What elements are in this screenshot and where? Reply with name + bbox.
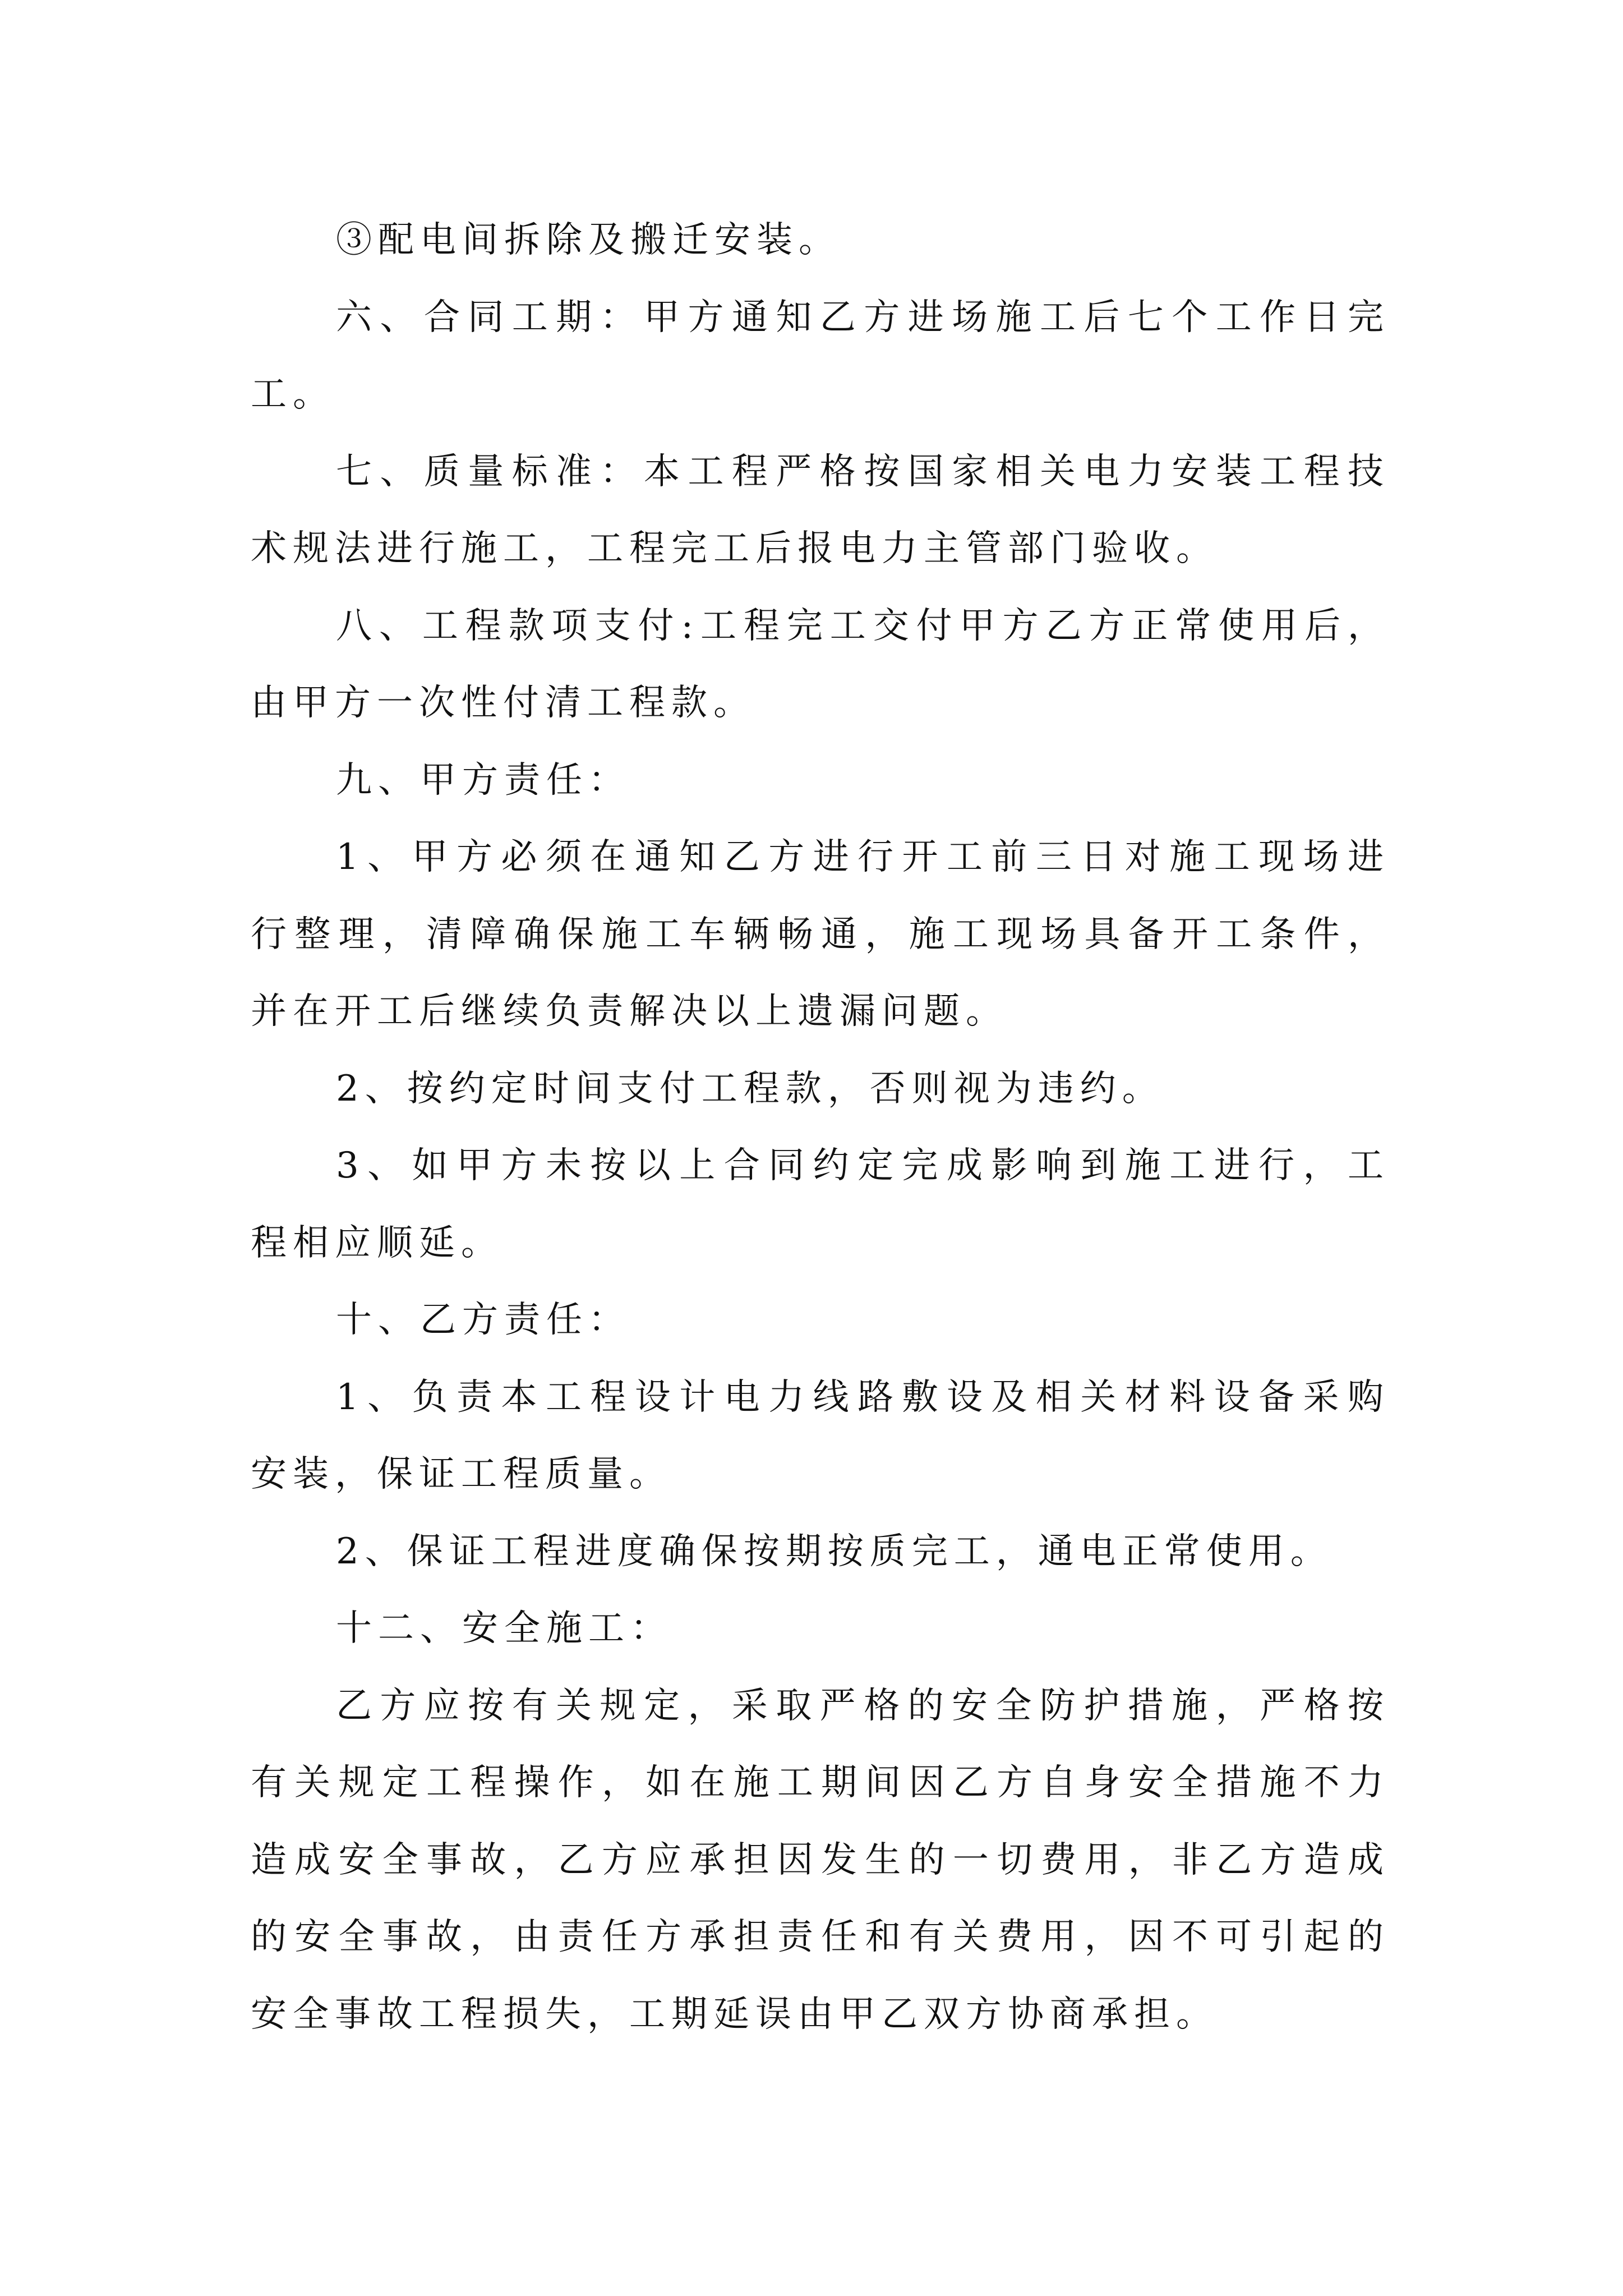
text-line: 工。	[251, 374, 335, 415]
paragraph-party-a-duty-3	[251, 1128, 1390, 1282]
paragraph-contract-period	[251, 279, 1390, 434]
paragraph-party-a-duty-1	[251, 819, 1390, 1051]
text-line: 行整理，清障确保施工车辆畅通，施工现场具备开工条件，	[251, 913, 1390, 955]
section-heading-party-b-duties	[251, 1282, 1390, 1359]
text-line: 程相应顺延。	[251, 1222, 503, 1264]
document-page	[251, 202, 1390, 2053]
text-line: 2、保证工程进度确保按期按质完工，通电正常使用。	[336, 1530, 1332, 1572]
text-line: ③配电间拆除及搬迁安装。	[336, 219, 841, 261]
text-line: 有关规定工程操作，如在施工期间因乙方自身安全措施不力	[251, 1762, 1390, 1803]
paragraph-party-b-duty-2	[251, 1513, 1390, 1591]
text-line: 1、甲方必须在通知乙方进行开工前三日对施工现场进	[336, 836, 1390, 878]
text-line: 并在开工后继续负责解决以上遗漏问题。	[251, 991, 1008, 1032]
text-line: 2、按约定时间支付工程款，否则视为违约。	[336, 1068, 1164, 1110]
text-line: 七、质量标准：本工程严格按国家相关电力安装工程技	[336, 450, 1390, 493]
text-line: 九、甲方责任：	[336, 759, 630, 801]
paragraph-party-b-duty-1	[251, 1359, 1390, 1513]
text-line: 1、负责本工程设计电力线路敷设及相关材料设备采购	[336, 1376, 1390, 1418]
paragraph-safety	[251, 1668, 1390, 2054]
paragraph-dismantle-item-3	[251, 202, 1390, 279]
text-line: 六、合同工期：甲方通知乙方进场施工后七个工作日完	[336, 296, 1390, 338]
text-line: 的安全事故，由责任方承担责任和有关费用，因不可引起的	[251, 1916, 1390, 1958]
text-line: 十二、安全施工：	[336, 1608, 672, 1649]
paragraph-party-a-duty-2	[251, 1051, 1390, 1128]
text-line: 术规法进行施工，工程完工后报电力主管部门验收。	[251, 528, 1218, 569]
paragraph-payment	[251, 588, 1390, 742]
text-line: 由甲方一次性付清工程款。	[251, 682, 755, 724]
text-line: 安全事故工程损失，工期延误由甲乙双方协商承担。	[251, 1993, 1218, 2035]
text-line: 安装，保证工程质量。	[251, 1453, 671, 1495]
text-line: 十、乙方责任：	[336, 1299, 630, 1341]
text-line: 造成安全事故，乙方应承担因发生的一切费用，非乙方造成	[251, 1839, 1390, 1881]
text-line: 八、工程款项支付:工程完工交付甲方乙方正常使用后，	[336, 605, 1390, 647]
text-line: 乙方应按有关规定，采取严格的安全防护措施，严格按	[336, 1685, 1390, 1727]
section-heading-party-a-duties	[251, 742, 1390, 820]
text-line: 3、如甲方未按以上合同约定完成影响到施工进行，工	[336, 1145, 1390, 1186]
section-heading-safety	[251, 1590, 1390, 1668]
paragraph-quality-standard	[251, 434, 1390, 588]
